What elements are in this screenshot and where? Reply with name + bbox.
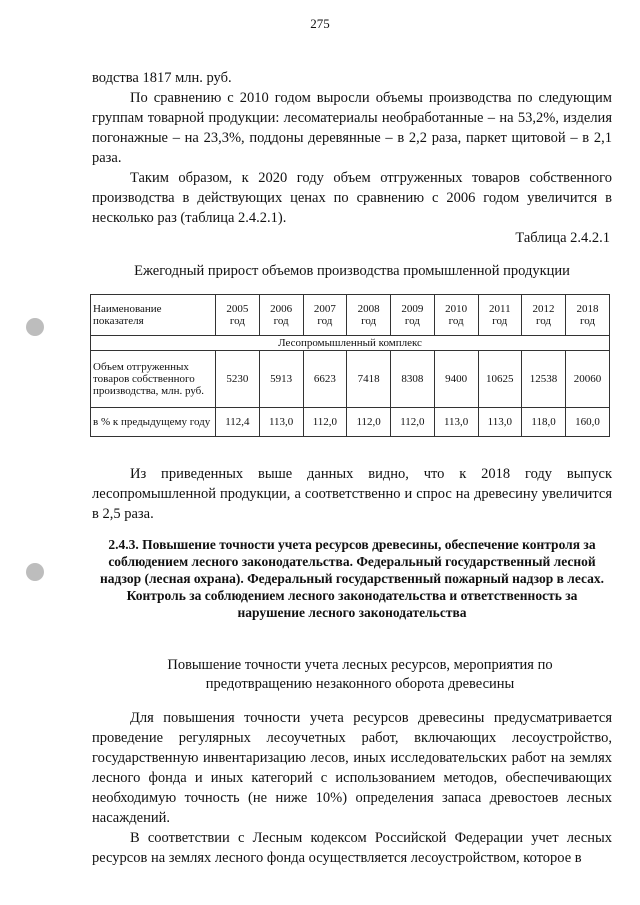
table-header-row (91, 295, 610, 336)
table-cell: 118,0 (522, 408, 566, 437)
table-label: Таблица 2.4.2.1 (515, 230, 610, 246)
table-caption: Ежегодный прирост объемов производства промышленной продукции (134, 263, 570, 279)
table-cell: 112,0 (391, 408, 435, 437)
year-header: 2010 год (434, 295, 478, 336)
section-label: Лесопромышленный комплекс (91, 336, 610, 351)
table-row (91, 408, 610, 437)
intro-paragraph-1: По сравнению с 2010 годом выросли объемы производства по следующим группам товарной продукции: лесоматериалы необработанные – на 53,2%, изделия погонажные – на 23,3%, поддоны деревянные – в 2,2 раза, паркет щитовой – в 2,1 раза. (92, 90, 612, 166)
year-header: 2008 год (347, 295, 391, 336)
table-cell: 113,0 (434, 408, 478, 437)
year-header: 2011 год (478, 295, 522, 336)
intro-paragraph-2: Таким образом, к 2020 году объем отгруженных товаров собственного производства в действующих ценах по сравнению с 2006 годом увеличится в несколько раз (таблица 2.4.2.1). (92, 170, 612, 226)
body-paragraph-1: Для повышения точности учета ресурсов древесины предусматривается проведение регулярных лесоучетных работ, включающих лесоустройство, государственную инвентаризацию лесов, иных исследовательских работ на землях лесного фонда и иных категорий с использованием методов, обеспечивающих необходимую точность (не ниже 10%) определения запаса древостоев лесных насаждений. (92, 710, 612, 826)
table-row (91, 351, 610, 408)
year-header: 2005 год (216, 295, 260, 336)
table-cell: 8308 (391, 351, 435, 408)
header-name-cell: Наименование показателя (91, 295, 216, 336)
table-cell: 9400 (434, 351, 478, 408)
table-cell: 112,0 (303, 408, 347, 437)
table-cell: 6623 (303, 351, 347, 408)
table-cell: 113,0 (259, 408, 303, 437)
table-cell: 112,0 (347, 408, 391, 437)
table-cell: 5913 (259, 351, 303, 408)
year-header: 2012 год (522, 295, 566, 336)
table-cell: 113,0 (478, 408, 522, 437)
after-table-paragraph: Из приведенных выше данных видно, что к 2018 году выпуск лесопромышленной продукции, а соответственно и спрос на древесину увеличится в 2,5 раза. (92, 466, 612, 522)
row-name: Объем отгруженных товаров собственного производства, млн. руб. (91, 351, 216, 408)
binder-hole-top (26, 318, 44, 336)
table-cell: 112,4 (216, 408, 260, 437)
table-cell: 12538 (522, 351, 566, 408)
table-cell: 160,0 (566, 408, 610, 437)
year-header: 2009 год (391, 295, 435, 336)
year-header: 2006 год (259, 295, 303, 336)
table-cell: 20060 (566, 351, 610, 408)
section-heading: 2.4.3. Повышение точности учета ресурсов древесины, обеспечение контроля за соблюдением лесного законодательства. Федеральный государственный лесной надзор (лесная охрана). Федеральный государственный пожарный надзор в лесах. Контроль за соблюдением лесного законодательства и ответственность за нарушение лесного законодательства (99, 537, 605, 620)
row-name: в % к предыдущему году (91, 408, 216, 437)
table-cell: 10625 (478, 351, 522, 408)
table-cell: 5230 (216, 351, 260, 408)
production-table (90, 294, 610, 437)
binder-hole-bottom (26, 563, 44, 581)
page-number: 275 (310, 16, 330, 31)
table-cell: 7418 (347, 351, 391, 408)
subheading: Повышение точности учета лесных ресурсов, мероприятия по предотвращению незаконного оборота древесины (167, 657, 553, 692)
table-section-row (91, 336, 610, 351)
body-paragraph-2: В соответствии с Лесным кодексом Российской Федерации учет лесных ресурсов на землях лесного фонда осуществляется лесоустройством, которое в (92, 830, 612, 866)
year-header: 2018 год (566, 295, 610, 336)
intro-line: водства 1817 млн. руб. (92, 70, 232, 86)
year-header: 2007 год (303, 295, 347, 336)
